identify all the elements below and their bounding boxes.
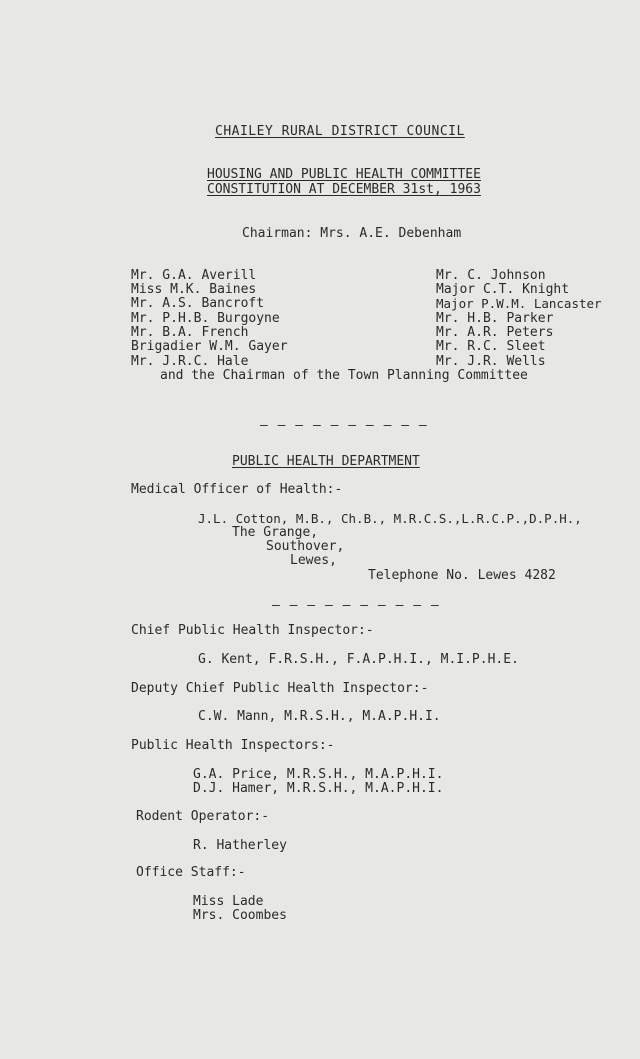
list-item: Major P.W.M. Lancaster [436,296,602,311]
moh-telephone: Telephone No. Lewes 4282 [368,568,556,583]
constitution-line: CONSTITUTION AT DECEMBER 31st, 1963 [207,182,481,197]
list-item: Brigadier W.M. Gayer [131,339,288,354]
list-item: Mr. G.A. Averill [131,268,257,283]
members-footer: and the Chairman of the Town Planning Committee [160,368,528,383]
list-item: Mr. J.R. Wells [436,354,546,369]
moh-address-line: The Grange, [232,525,319,540]
list-item: Major C.T. Knight [436,282,570,297]
list-item: Mr. H.B. Parker [436,311,554,326]
list-item: Mr. A.S. Bancroft [131,296,265,311]
office-name: Mrs. Coombes [193,908,287,923]
rodent-name: R. Hatherley [193,838,287,853]
deputy-inspector-label: Deputy Chief Public Health Inspector:- [131,681,429,696]
moh-label: Medical Officer of Health:- [131,482,343,497]
list-item: Mr. B.A. French [131,325,249,340]
list-item: Mr. C. Johnson [436,268,546,283]
chief-inspector-name: G. Kent, F.R.S.H., F.A.P.H.I., M.I.P.H.E. [198,652,519,667]
list-item: Mr. A.R. Peters [436,325,554,340]
moh-address-line: Southover, [266,539,345,554]
department-title: PUBLIC HEALTH DEPARTMENT [232,454,420,469]
chairman-line: Chairman: Mrs. A.E. Debenham [242,226,462,241]
section-divider: — — — — — — — — — — [272,598,440,613]
inspectors-label: Public Health Inspectors:- [131,738,335,753]
rodent-label: Rodent Operator:- [136,809,270,824]
committee-title: HOUSING AND PUBLIC HEALTH COMMITTEE [207,167,481,182]
moh-name: J.L. Cotton, M.B., Ch.B., M.R.C.S.,L.R.C.P.,D.P.H., [198,511,582,526]
list-item: Mr. P.H.B. Burgoyne [131,311,280,326]
list-item: Mr. R.C. Sleet [436,339,546,354]
section-divider: — — — — — — — — — — [260,418,428,433]
list-item: Mr. J.R.C. Hale [131,354,249,369]
office-label: Office Staff:- [136,865,246,880]
inspector-name: D.J. Hamer, M.R.S.H., M.A.P.H.I. [193,781,444,796]
office-name: Miss Lade [193,894,264,909]
list-item: Miss M.K. Baines [131,282,257,297]
deputy-inspector-name: C.W. Mann, M.R.S.H., M.A.P.H.I. [198,709,441,724]
moh-address-line: Lewes, [290,553,337,568]
chief-inspector-label: Chief Public Health Inspector:- [131,623,374,638]
inspector-name: G.A. Price, M.R.S.H., M.A.P.H.I. [193,767,444,782]
council-title: CHAILEY RURAL DISTRICT COUNCIL [215,124,465,139]
